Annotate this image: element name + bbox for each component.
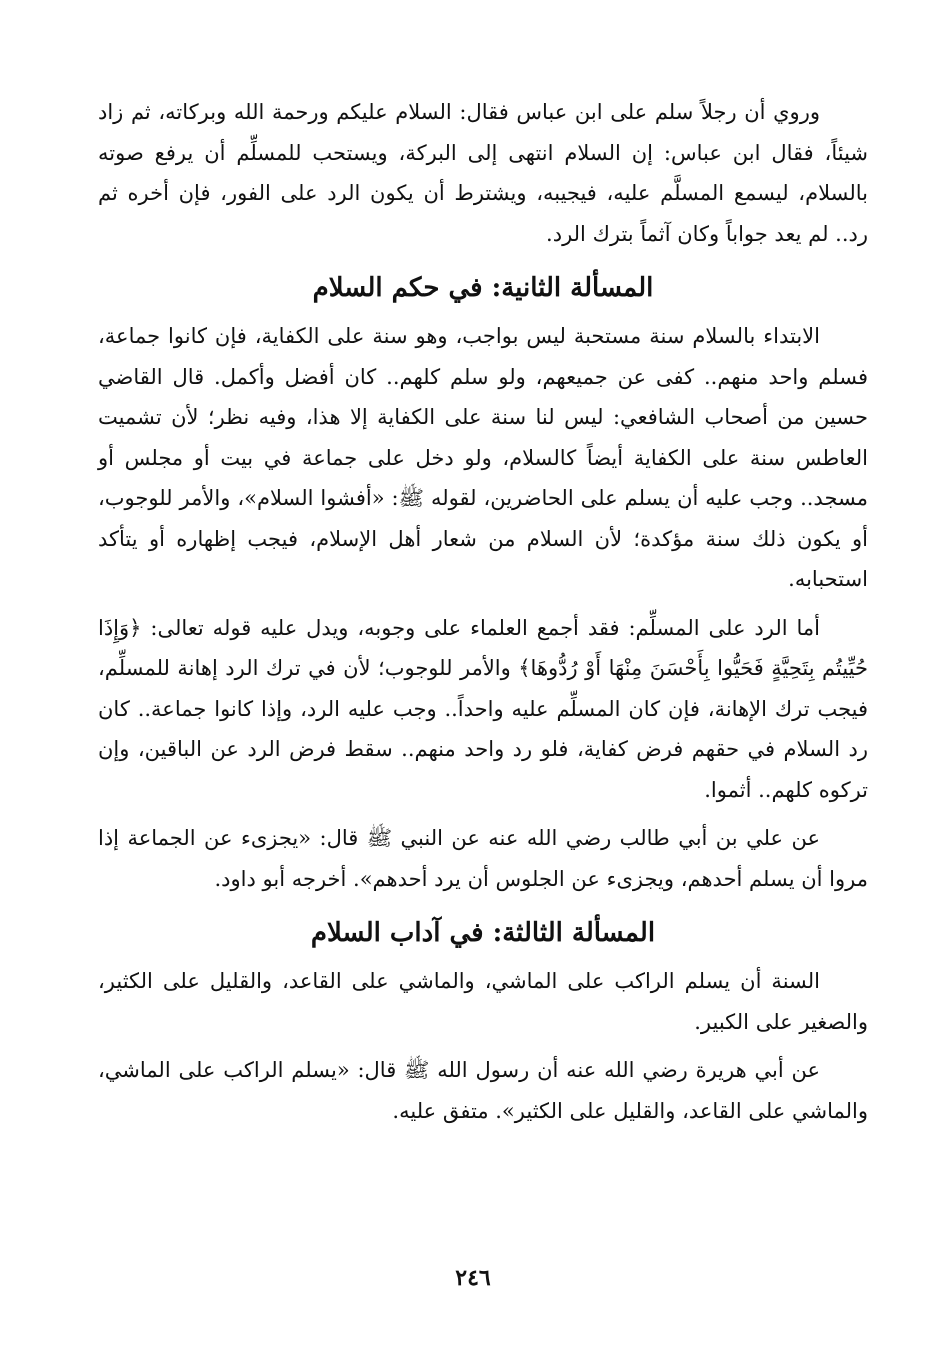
paragraph-ruling-initiation: الابتداء بالسلام سنة مستحبة ليس بواجب، وهو سنة على الكفاية، فإن كانوا جماعة، فسلم واحد منهم.. كفى عن جميعهم، ولو سلم كلهم.. كان أفضل وأكمل. قال القاضي حسين من أصحاب الشافعي: ليس لنا سنة على الكفاية إلا هذا، وفيه نظر؛ لأن تشميت العاطس سنة على الكفاية أيضاً كالسلام، ولو دخل على جماعة في بيت أو مجلس أو مسجد.. وجب عليه أن يسلم على الحاضرين، لقوله ﷺ: «أفشوا السلام»، والأمر للوجوب، أو يكون ذلك سنة مؤكدة؛ لأن السلام من شعار أهل الإسلام، فيجب إظهاره أو يتأكد استحبابه. xyxy=(98,324,868,591)
page-body xyxy=(98,92,868,1131)
intro-paragraph: وروي أن رجلاً سلم على ابن عباس فقال: السلام عليكم ورحمة الله وبركاته، ثم زاد شيئاً، فقال ابن عباس: إن السلام انتهى إلى البركة، ويستحب للمسلِّم أن يرفع صوته بالسلام، ليسمع المسلَّم عليه، فيجيبه، ويشترط أن يكون الرد على الفور، فإن أخره ثم رد.. لم يعد جواباً وكان آثماً بترك الرد. xyxy=(98,100,868,246)
section-heading-ruling: المسألة الثانية: في حكم السلام xyxy=(312,273,654,303)
paragraph-etiquette: السنة أن يسلم الراكب على الماشي، والماشي على القاعد، والقليل على الكثير، والصغير على الكبير. xyxy=(98,969,868,1034)
paragraph-hadith-abu-hurayra: عن أبي هريرة رضي الله عنه أن رسول الله ﷺ قال: «يسلم الراكب على الماشي، والماشي على القاعد، والقليل على الكثير». متفق عليه. xyxy=(98,1058,868,1123)
paragraph-hadith-ali: عن علي بن أبي طالب رضي الله عنه عن النبي ﷺ قال: «يجزىء عن الجماعة إذا مروا أن يسلم أحدهم، ويجزىء عن الجلوس أن يرد أحدهم». أخرجه أبو داود. xyxy=(98,826,868,891)
page-number: ٢٤٦ xyxy=(455,1265,491,1291)
paragraph-ruling-reply: أما الرد على المسلِّم: فقد أجمع العلماء على وجوبه، ويدل عليه قوله تعالى: ﴿وَإِذَا حُيِّيتُم بِتَحِيَّةٍ فَحَيُّوا بِأَحْسَنَ مِنْهَا أَوْ رُدُّوهَا﴾ والأمر للوجوب؛ لأن في ترك الرد إهانة للمسلِّم، فيجب ترك الإهانة، فإن كان المسلِّم عليه واحداً.. وجب عليه الرد، وإذا كانوا جماعة.. كان رد السلام في حقهم فرض كفاية، فلو رد واحد منهم.. سقط فرض الرد عن الباقين، وإن تركوه كلهم.. أثموا. xyxy=(98,615,868,802)
section-heading-etiquette: المسألة الثالثة: في آداب السلام xyxy=(310,918,656,948)
